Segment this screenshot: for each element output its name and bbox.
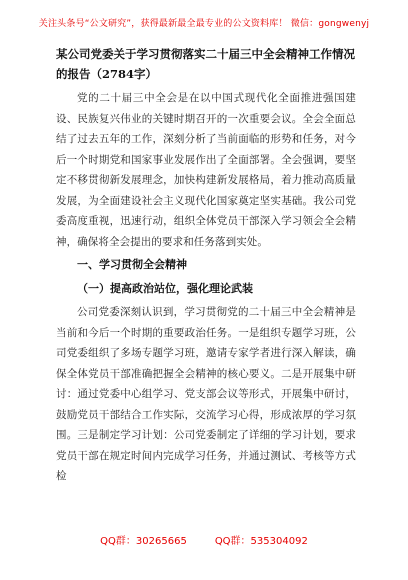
footer-qq-group-1: QQ群：30265665 xyxy=(100,536,187,547)
header-banner xyxy=(0,0,408,44)
footer-qq-group-2: QQ群：535304092 xyxy=(214,536,308,547)
banner-text: 关注头条号“公文研究”，获得最新最全最专业的公文资料库！ 微信：gongwenyj xyxy=(38,18,370,29)
intro-paragraph: 党的二十届三中全会是在以中国式现代化全面推进强国建设、民族复兴伟业的关键时期召开的一次重要会议。全会全面总结了过去五年的工作，深刻分析了当前面临的形势和任务，对今后一个时期党和国家事业发展作出了全面部署。全会强调，要坚定不移贯彻新发展理念，加快构建新发展格局，着力推动高质量发展，为全面建设社会主义现代化国家奠定坚实基础。我公司党委高度重视，迅速行动，组织全体党员干部深入学习领会全会精神，确保将全会提出的要求和任务落到实处。 xyxy=(56,92,356,248)
subsection-paragraph-1: 公司党委深刻认识到，学习贯彻党的二十届三中全会精神是当前和今后一个时期的重要政治任务。一是组织专题学习班，公司党委组织了多场专题学习班，邀请专家学者进行深入解读，确保全体党员干部准确把握全会精神的核心要义。二是开展集中研讨：通过党委中心组学习、党支部会议等形式，开展集中研讨，鼓励党员干部结合工作实际，交流学习心得，形成浓厚的学习氛围。三是制定学习计划：公司党委制定了详细的学习计划，要求党员干部在规定时间内完成学习任务，并通过测试、考核等方式检 xyxy=(56,306,356,482)
document-body xyxy=(56,44,356,487)
footer xyxy=(0,532,408,547)
document-title: 某公司党委关于学习贯彻落实二十届三中全会精神工作情况的报告（2784字） xyxy=(56,47,355,81)
subsection-heading-1: （一）提高政治站位，强化理论武装 xyxy=(77,282,253,295)
section-heading-1: 一、学习贯彻全会精神 xyxy=(77,258,187,271)
